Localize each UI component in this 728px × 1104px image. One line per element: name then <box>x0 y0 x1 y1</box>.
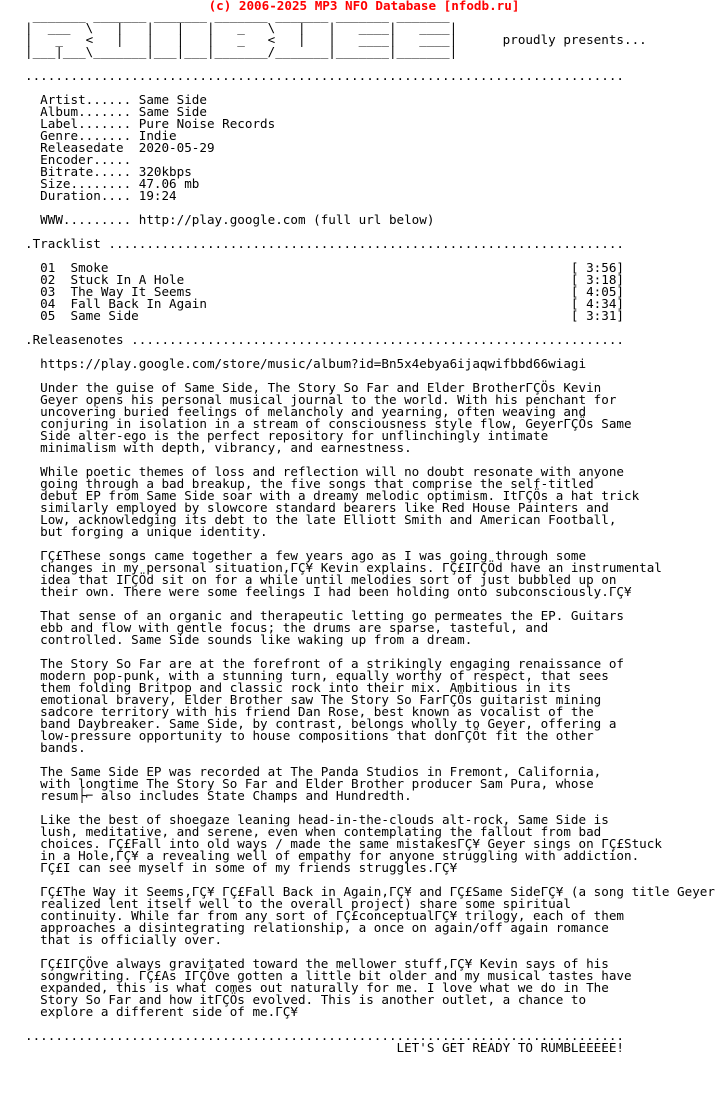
track-row: 04 Fall Back In Again [ 4:34] <box>25 296 624 311</box>
para-9-line: explore a different side of me.ΓÇ¥ <box>25 1004 298 1019</box>
nfo-text <box>25 10 715 1054</box>
para-5-line: band Daybreaker. Same Side, by contrast, belongs wholly to Geyer, offering a <box>25 716 617 731</box>
para-2-line: debut EP from Same Side soar with a dreamy melodic optimism. ItΓÇÖs a hat trick <box>25 488 640 503</box>
para-1-line: Under the guise of Same Side, The Story So Far and Elder BrotherΓÇÖs Kevin <box>25 380 602 395</box>
para-6-line: The Same Side EP was recorded at The Panda Studios in Fremont, California, <box>25 764 602 779</box>
logo-line: |___|___\_______|___|___|_______/_______|_______|_______| <box>25 44 458 59</box>
para-9-line: Story So Far and how itΓÇÖs evolved. This is another outlet, a chance to <box>25 992 587 1007</box>
para-3-line: idea that IΓÇÖd sit on for a while until melodies sort of just bubbled up on <box>25 572 617 587</box>
info-encoder: Encoder..... <box>25 152 132 167</box>
info-www: WWW......... http://play.google.com (full url below) <box>25 212 435 227</box>
para-6-line: resum├⌐ also includes State Champs and Hundredth. <box>25 788 412 803</box>
para-5-line: sadcore territory with his friend Dan Rose, best known as vocalist of the <box>25 704 594 719</box>
info-artist: Artist...... Same Side <box>25 92 207 107</box>
track-row: 03 The Way It Seems [ 4:05] <box>25 284 624 299</box>
separator-top: ............................................................................... <box>25 68 624 83</box>
para-9-line: ΓÇ£IΓÇÖve always gravitated toward the mellower stuff,ΓÇ¥ Kevin says of his <box>25 956 609 971</box>
para-4-line: That sense of an organic and therapeutic letting go permeates the EP. Guitars <box>25 608 624 623</box>
info-releasedate: Releasedate 2020-05-29 <box>25 140 215 155</box>
para-8-line: realized lent itself well to the overall project) share some spiritual <box>25 896 571 911</box>
track-row: 02 Stuck In A Hole [ 3:18] <box>25 272 624 287</box>
para-8-line: ΓÇ£The Way it Seems,ΓÇ¥ ΓÇ£Fall Back in Again,ΓÇ¥ and ΓÇ£Same SideΓÇ¥ (a song title Geyer <box>25 884 715 899</box>
info-label: Label....... Pure Noise Records <box>25 116 276 131</box>
logo-line-presents: | _ < | | | | _ < | | ____| ____| proudly presents... <box>25 32 647 47</box>
separator-bottom: ............................................................................... <box>25 1028 624 1043</box>
para-7-line: ΓÇ£I can see myself in some of my friends struggles.ΓÇ¥ <box>25 860 458 875</box>
para-8-line: that is officially over. <box>25 932 223 947</box>
logo-line: | ___ \ | | | | _ \ | | ____| ____| <box>25 20 458 35</box>
para-5-line: them folding Britpop and classic rock into their mix. Ambitious in its <box>25 680 571 695</box>
releasenotes-header: .Releasenotes ................................................................. <box>25 332 624 347</box>
para-1-line: Side alter-ego is the perfect repository for unflinchingly intimate <box>25 428 549 443</box>
info-bitrate: Bitrate..... 320kbps <box>25 164 192 179</box>
para-5-line: low-pressure opportunity to house compositions that donΓÇÖt fit the other <box>25 728 594 743</box>
para-1-line: uncovering buried feelings of melancholy and yearning, often weaving and <box>25 404 587 419</box>
footer-slogan: LET'S GET READY TO RUMBLEEEEE! <box>25 1040 624 1055</box>
para-5-line: The Story So Far are at the forefront of a strikingly engaging renaissance of <box>25 656 624 671</box>
copyright-header: (c) 2006-2025 MP3 NFO Database [nfodb.ru] <box>208 0 520 13</box>
release-url: https://play.google.com/store/music/album?id=Bn5x4ebya6ijaqwifbbd66wiagi <box>25 356 587 371</box>
para-1-line: minimalism with depth, vibrancy, and earnestness. <box>25 440 412 455</box>
para-5-line: bands. <box>25 740 86 755</box>
para-2-line: Low, acknowledging its debt to the late Elliott Smith and American Football, <box>25 512 617 527</box>
para-3-line: ΓÇ£These songs came together a few years ago as I was going through some <box>25 548 587 563</box>
para-9-line: songwriting. ΓÇ£As IΓÇÖve gotten a little bit older and my musical tastes have <box>25 968 632 983</box>
para-5-line: emotional bravery, Elder Brother saw The Story So FarΓÇÖs guitarist mining <box>25 692 602 707</box>
para-7-line: lush, meditative, and serene, even when contemplating the fallout from bad <box>25 824 602 839</box>
para-2-line: but forging a unique identity. <box>25 524 268 539</box>
para-4-line: controlled. Same Side sounds like waking up from a dream. <box>25 632 473 647</box>
para-2-line: While poetic themes of loss and reflection will no doubt resonate with anyone <box>25 464 624 479</box>
info-size: Size........ 47.06 mb <box>25 176 200 191</box>
para-8-line: continuity. While far from any sort of ΓÇ£conceptualΓÇ¥ trilogy, each of them <box>25 908 624 923</box>
para-5-line: modern pop-punk, with a stunning turn, equally worthy of respect, that sees <box>25 668 609 683</box>
tracklist-header: .Tracklist .................................................................... <box>25 236 624 251</box>
info-duration: Duration.... 19:24 <box>25 188 177 203</box>
track-row: 01 Smoke [ 3:56] <box>25 260 624 275</box>
track-row: 05 Same Side [ 3:31] <box>25 308 624 323</box>
para-1-line: conjuring in isolation in a stream of consciousness style flow, GeyerΓÇÖs Same <box>25 416 632 431</box>
para-7-line: Like the best of shoegaze leaning head-in-the-clouds alt-rock, Same Side is <box>25 812 609 827</box>
para-6-line: with longtime The Story So Far and Elder Brother producer Sam Pura, whose <box>25 776 594 791</box>
para-2-line: going through a bad breakup, the five songs that comprise the self-titled <box>25 476 594 491</box>
para-4-line: ebb and flow with gentle focus; the drums are sparse, tasteful, and <box>25 620 549 635</box>
para-3-line: their own. There were some feelings I had been holding onto subconsciously.ΓÇ¥ <box>25 584 632 599</box>
para-8-line: approaches a disintegrating relationship, a once on again/off again romance <box>25 920 609 935</box>
info-genre: Genre....... Indie <box>25 128 177 143</box>
info-album: Album....... Same Side <box>25 104 207 119</box>
logo-line: _______ _______ _______ _______ _______ _______ _______ <box>25 8 450 23</box>
para-7-line: in a Hole,ΓÇ¥ a revealing well of empathy for anyone struggling with addiction. <box>25 848 640 863</box>
para-7-line: choices. ΓÇ£Fall into old ways / made the same mistakesΓÇ¥ Geyer sings on ΓÇ£Stuck <box>25 836 662 851</box>
para-3-line: changes in my personal situation,ΓÇ¥ Kevin explains. ΓÇ£IΓÇÖd have an instrumental <box>25 560 662 575</box>
para-2-line: similarly employed by slowcore standard bearers like Red House Painters and <box>25 500 609 515</box>
para-9-line: expanded, this is what comes out naturally for me. I love what we do in The <box>25 980 609 995</box>
para-1-line: Geyer opens his personal musical journal to the world. With his penchant for <box>25 392 617 407</box>
